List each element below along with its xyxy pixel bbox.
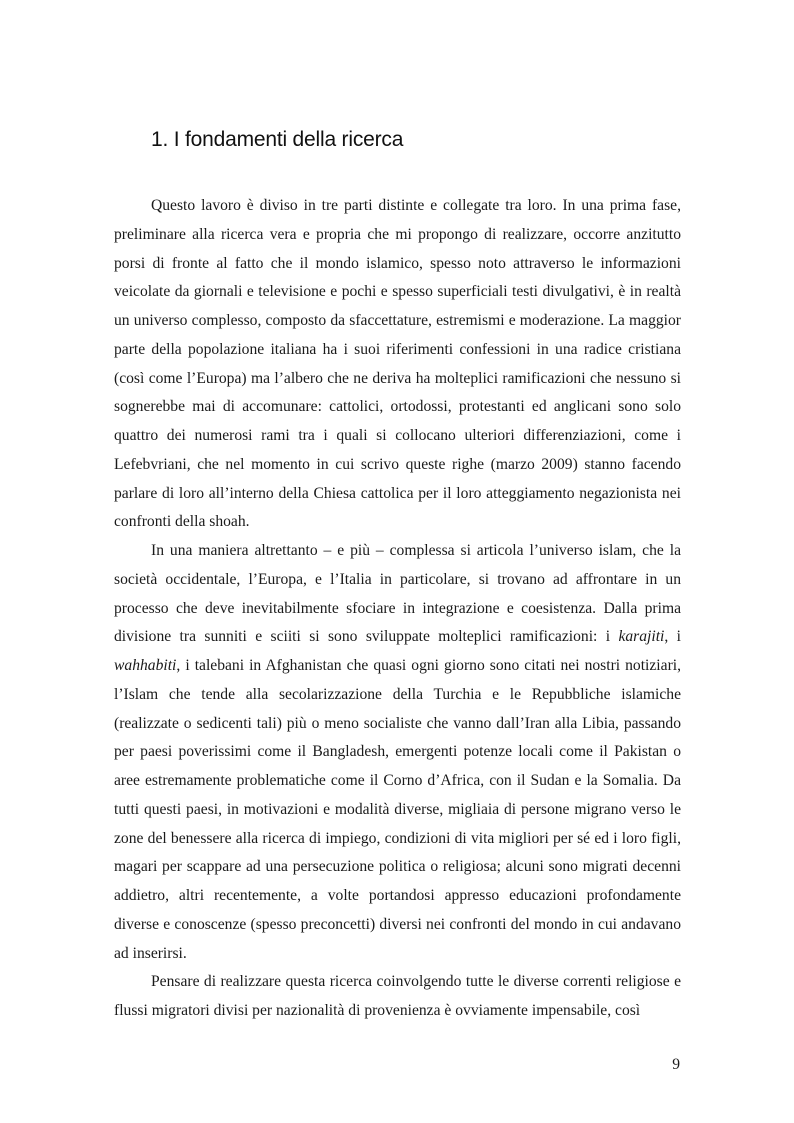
paragraph-2: [114, 537, 681, 968]
paragraph-2-text-c: , i talebani in Afghanistan che quasi ogni giorno sono citati nei nostri notiziari, l’Islam che tende alla secolarizzazione della Turchia e le Repubbliche islamiche (realizzate o sedicenti tali) più o meno socialiste che vanno dall’Iran alla Libia, passando per paesi poverissimi come il Bangladesh, emergenti potenze locali come il Pakistan o aree estremamente problematiche come il Corno d’Africa, con il Sudan e la Somalia. Da tutti questi paesi, in motivazioni e modalità diverse, migliaia di persone migrano verso le zone del benessere alla ricerca di impiego, condizioni di vita migliori per sé ed i loro figli, magari per scappare ad una persecuzione politica o religiosa; alcuni sono migrati decenni addietro, altri recentemente, a volte portandosi appresso educazioni profondamente diverse e conoscenze (spesso preconcetti) diversi nei confronti del mondo in cui andavano ad inserirsi.: [114, 657, 681, 962]
section-heading: 1. I fondamenti della ricerca: [151, 128, 404, 151]
paragraph-3-text: Pensare di realizzare questa ricerca coinvolgendo tutte le diverse correnti religiose e flussi migratori divisi per nazionalità di provenienza è ovviamente impensabile, così: [114, 973, 681, 1019]
body-text: [114, 192, 681, 1026]
paragraph-1: [114, 192, 681, 537]
page-number: 9: [672, 1056, 680, 1073]
paragraph-2-text-a: In una maniera altrettanto – e più – complessa si articola l’universo islam, che la società occidentale, l’Europa, e l’Italia in particolare, si trovano ad affrontare in un processo che deve inevitabilmente sfociare in integrazione e coesistenza. Dalla prima divisione tra sunniti e sciiti si sono sviluppate molteplici ramificazioni: i: [114, 542, 681, 646]
paragraph-1-text: Questo lavoro è diviso in tre parti distinte e collegate tra loro. In una prima fase, preliminare alla ricerca vera e propria che mi propongo di realizzare, occorre anzitutto porsi di fronte al fatto che il mondo islamico, spesso noto attraverso le informazioni veicolate da giornali e televisione e pochi e spesso superficiali testi divulgativi, è in realtà un universo complesso, composto da sfaccettature, estremismi e moderazione. La maggior parte della popolazione italiana ha i suoi riferimenti confessioni in una radice cristiana (così come l’Europa) ma l’albero che ne deriva ha molteplici ramificazioni che nessuno si sognerebbe mai di accomunare: cattolici, ortodossi, protestanti ed anglicani sono solo quattro dei numerosi rami tra i quali si collocano ulteriori differenziazioni, come i Lefebvriani, che nel momento in cui scrivo queste righe (marzo 2009) stanno facendo parlare di loro all’interno della Chiesa cattolica per il loro atteggiamento negazionista nei confronti della shoah.: [114, 197, 681, 531]
paragraph-2-text-b: , i: [664, 628, 681, 646]
term-karajiti: karajiti: [618, 628, 665, 646]
term-wahhabiti: wahhabiti: [114, 657, 177, 674]
paragraph-3: [114, 968, 681, 1026]
